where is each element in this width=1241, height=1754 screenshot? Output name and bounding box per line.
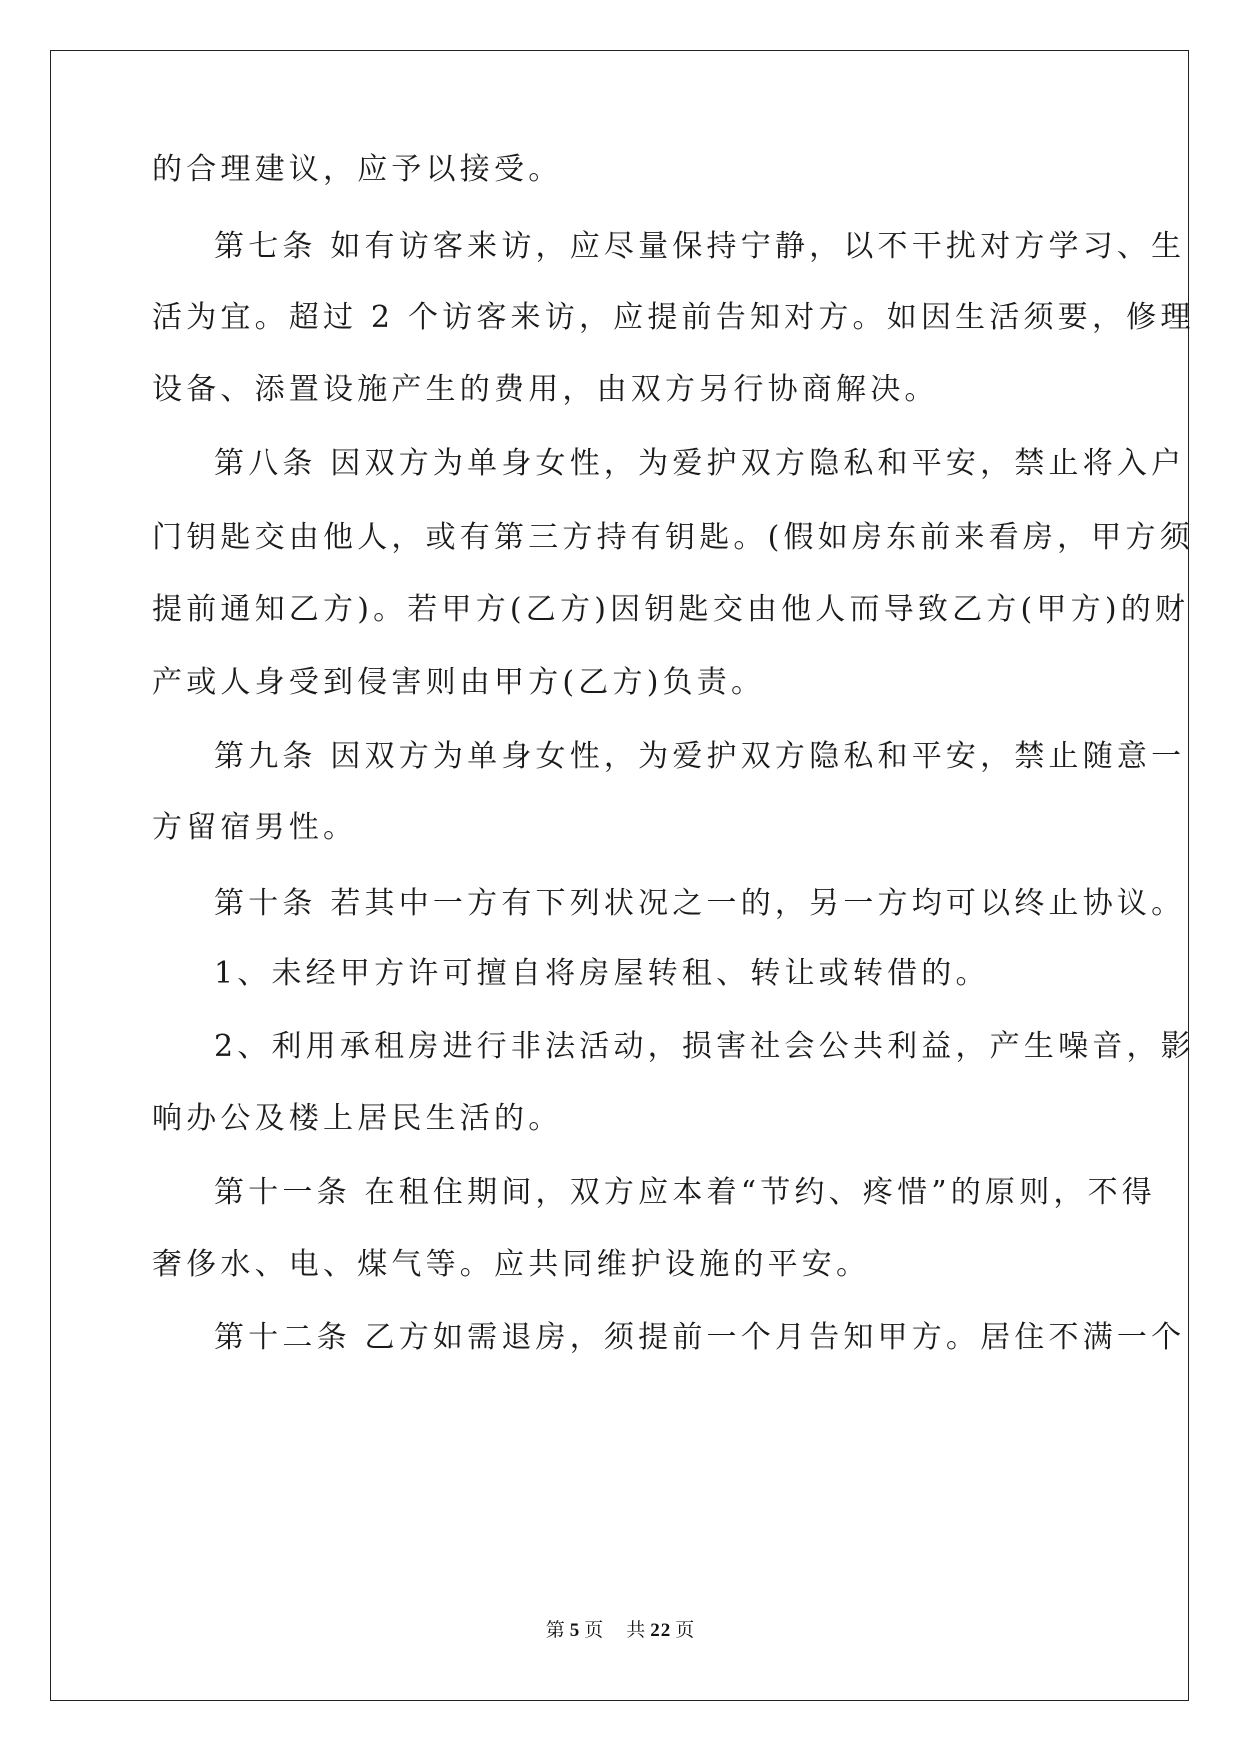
text-line-article-8: 第八条 因双方为单身女性，为爱护双方隐私和平安，禁止将入户 <box>214 446 1186 481</box>
total-prefix: 共 <box>626 1620 647 1641</box>
text-line: 的合理建议，应予以接受。 <box>152 152 563 187</box>
text-line-article-12: 第十二条 乙方如需退房，须提前一个月告知甲方。居住不满一个 <box>214 1320 1186 1355</box>
page-number: 5 <box>569 1620 581 1641</box>
text-line: 方留宿男性。 <box>152 810 358 845</box>
text-line-item-2: 2、利用承租房进行非法活动，损害社会公共利益，产生噪音，影 <box>214 1029 1195 1064</box>
text-line: 产或人身受到侵害则由甲方(乙方)负责。 <box>152 665 766 700</box>
total-pages: 22 <box>650 1620 672 1641</box>
text-line-article-9: 第九条 因双方为单身女性，为爱护双方隐私和平安，禁止随意一 <box>214 739 1186 774</box>
text-line-article-11: 第十一条 在租住期间，双方应本着“节约、疼惜”的原则，不得 <box>214 1175 1157 1210</box>
text-line: 响办公及楼上居民生活的。 <box>152 1101 563 1136</box>
text-line: 活为宜。超过 2 个访客来访，应提前告知对方。如因生活须要，修理 <box>152 300 1195 335</box>
page-prefix: 第 <box>545 1620 566 1641</box>
text-line-item-1: 1、未经甲方许可擅自将房屋转租、转让或转借的。 <box>214 956 990 991</box>
text-line-article-10: 第十条 若其中一方有下列状况之一的，另一方均可以终止协议。 <box>214 886 1186 921</box>
text-line-article-7: 第七条 如有访客来访，应尽量保持宁静，以不干扰对方学习、生 <box>214 229 1186 264</box>
page-footer <box>0 1615 1241 1642</box>
total-suffix: 页 <box>675 1620 696 1641</box>
text-line: 奢侈水、电、煤气等。应共同维护设施的平安。 <box>152 1247 871 1282</box>
text-line: 设备、添置设施产生的费用，由双方另行协商解决。 <box>152 372 939 407</box>
text-line: 门钥匙交由他人，或有第三方持有钥匙。(假如房东前来看房，甲方须 <box>152 520 1194 555</box>
page-suffix: 页 <box>584 1620 605 1641</box>
text-line: 提前通知乙方)。若甲方(乙方)因钥匙交由他人而导致乙方(甲方)的财 <box>152 592 1190 627</box>
